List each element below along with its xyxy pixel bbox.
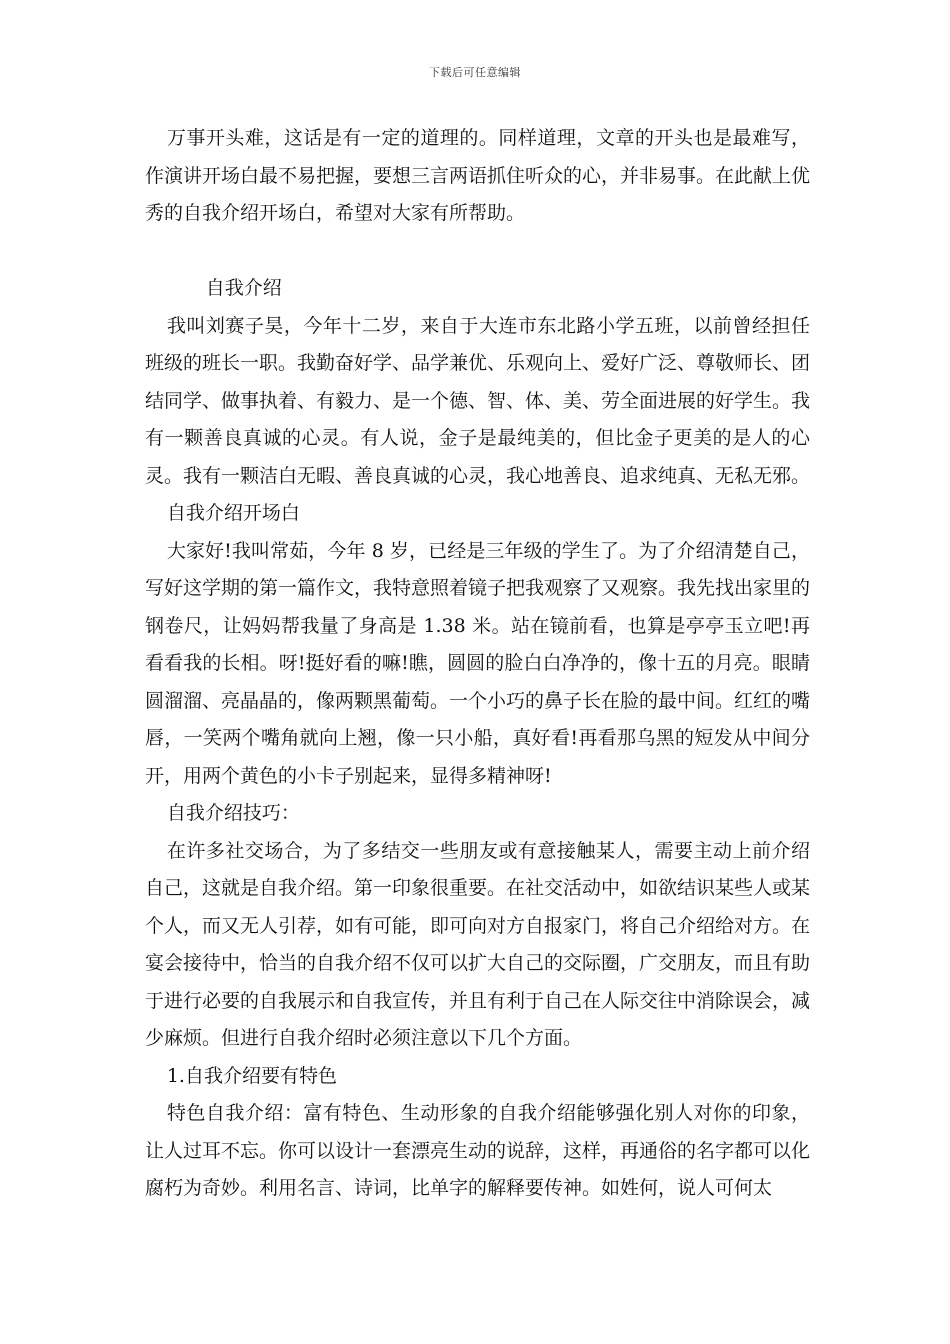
opening-paragraph: 大家好!我叫常茹，今年 8 岁，已经是三年级的学生了。为了介绍清楚自己，写好这学期的第一篇作文，我特意照着镜子把我观察了又观察。我先找出家里的钢卷尺，让妈妈帮我量了身高是 1.38 米。站在镜前看，也算是亭亭玉立吧!再看看我的长相。呀!挺好看的嘛!瞧，圆圆的脸白白净净的，像十五的月亮。眼睛圆溜溜、亮晶晶的，像两颗黑葡萄。一个小巧的鼻子长在脸的最中间。红红的嘴唇，一笑两个嘴角就向上翘，像一只小船，真好看!再看那乌黑的短发从中间分开，用两个黄色的小卡子别起来，显得多精神呀! (145, 539, 811, 787)
self-intro-paragraph: 我叫刘赛子昊，今年十二岁，来自于大连市东北路小学五班，以前曾经担任班级的班长一职。我勤奋好学、品学兼优、乐观向上、爱好广泛、尊敬师长、团结同学、做事执着、有毅力、是一个德、智、体、美、劳全面进展的好学生。我有一颗善良真诚的心灵。有人说，金子是最纯美的，但比金子更美的是人的心灵。我有一颗洁白无暇、善良真诚的心灵，我心地善良、追求纯真、无私无邪。 (145, 314, 811, 487)
feature-paragraph: 特色自我介绍：富有特色、生动形象的自我介绍能够强化别人对你的印象，让人过耳不忘。你可以设计一套漂亮生动的说辞，这样，再通俗的名字都可以化腐朽为奇妙。利用名言、诗词，比单字的解释要传神。如姓何，说人可何太 (145, 1102, 811, 1199)
section-heading-self-intro: 自我介绍 (205, 277, 282, 299)
intro-paragraph: 万事开头难，这话是有一定的道理的。同样道理，文章的开头也是最难写，作演讲开场白最不易把握，要想三言两语抓住听众的心，并非易事。在此献上优秀的自我介绍开场白，希望对大家有所帮助。 (145, 127, 811, 224)
blank-line (145, 233, 810, 271)
section-heading-feature: 1.自我介绍要有特色 (166, 1064, 337, 1087)
page-header: 下载后可任意编辑 (429, 66, 521, 79)
document-body (145, 120, 810, 1208)
section-heading-tips: 自我介绍技巧： (166, 802, 300, 824)
tips-paragraph: 在许多社交场合，为了多结交一些朋友或有意接触某人，需要主动上前介绍自己，这就是自我介绍。第一印象很重要。在社交活动中，如欲结识某些人或某个人，而又无人引荐，如有可能，即可向对方自报家门，将自己介绍给对方。在宴会接待中，恰当的自我介绍不仅可以扩大自己的交际圈，广交朋友，而且有助于进行必要的自我展示和自我宣传，并且有利于自己在人际交往中消除误会，减少麻烦。但进行自我介绍时必须注意以下几个方面。 (145, 839, 811, 1049)
section-heading-opening: 自我介绍开场白 (166, 502, 300, 524)
